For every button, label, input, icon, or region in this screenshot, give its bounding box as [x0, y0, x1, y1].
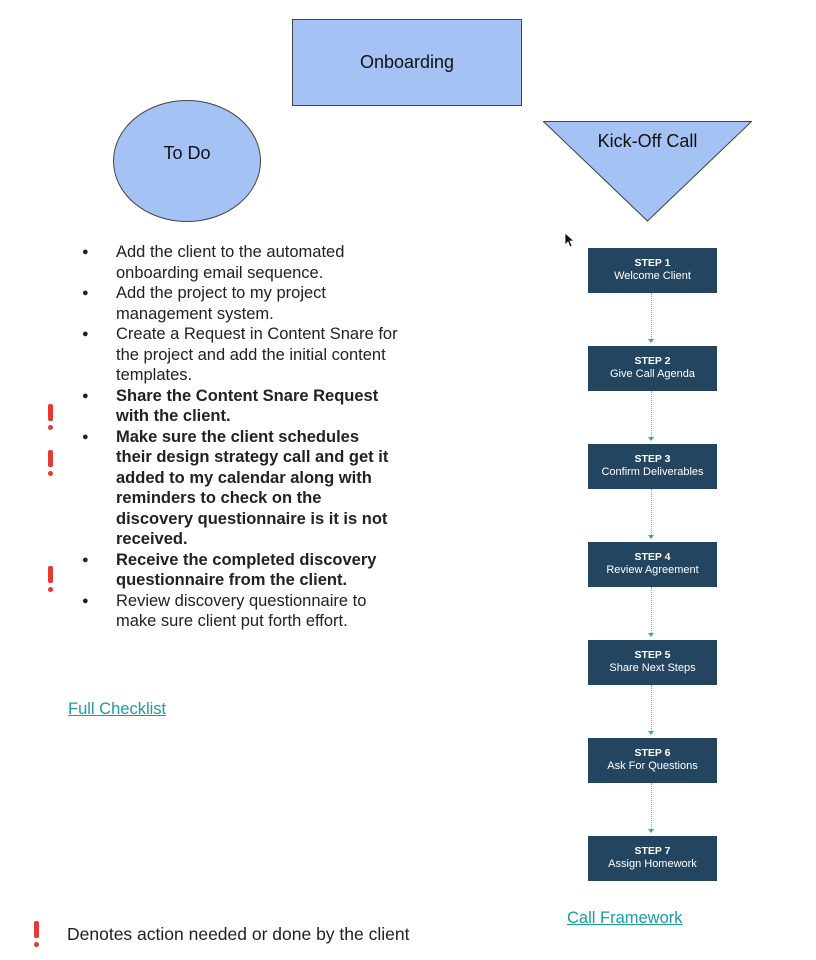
step-box: [588, 738, 717, 783]
todo-circle: [113, 100, 261, 222]
step-number: STEP 1: [634, 257, 671, 269]
legend-text: Denotes action needed or done by the client: [67, 924, 410, 944]
step-number: STEP 5: [634, 649, 671, 661]
full-checklist-link[interactable]: Full Checklist: [68, 700, 167, 718]
step-label: Welcome Client: [614, 270, 691, 282]
step-number: STEP 2: [634, 355, 671, 367]
connector-line: [651, 391, 652, 437]
step-box: [588, 836, 717, 881]
list-item: ● Receive the completed discovery questionnaire from the client.: [78, 550, 398, 591]
step-box: [588, 248, 717, 293]
list-item: ● Review discovery questionnaire to make sure client put forth effort.: [78, 591, 398, 632]
step-label: Share Next Steps: [609, 662, 696, 674]
step-box: [588, 640, 717, 685]
arrow-down-icon: [648, 829, 654, 833]
step-label: Ask For Questions: [607, 760, 698, 772]
step-label: Confirm Deliverables: [601, 466, 704, 478]
arrow-down-icon: [648, 633, 654, 637]
arrow-down-icon: [648, 731, 654, 735]
exclamation-icon: [30, 921, 44, 949]
connector-line: [651, 293, 652, 339]
step-number: STEP 3: [634, 453, 671, 465]
call-framework-link[interactable]: Call Framework: [567, 909, 683, 927]
step-box: [588, 346, 717, 391]
kickoff-label: Kick-Off Call: [597, 131, 698, 151]
step-label: Give Call Agenda: [610, 368, 695, 380]
step-number: STEP 4: [634, 551, 671, 563]
connector-line: [651, 489, 652, 535]
exclamation-icon: [44, 450, 58, 478]
list-item: ● Share the Content Snare Request with the client.: [78, 386, 398, 427]
exclamation-icon: [44, 566, 58, 594]
onboarding-box: [292, 19, 522, 106]
mouse-pointer-icon: [564, 232, 576, 248]
step-box: [588, 542, 717, 587]
step-number: STEP 7: [634, 845, 671, 857]
todo-list: [78, 242, 398, 632]
step-box: [588, 444, 717, 489]
connector-line: [651, 783, 652, 829]
list-item: ● Create a Request in Content Snare for the project and add the initial content templates.: [78, 324, 398, 386]
connector-line: [651, 587, 652, 633]
step-label: Assign Homework: [608, 858, 697, 870]
onboarding-title: Onboarding: [359, 52, 455, 72]
step-label: Review Agreement: [606, 564, 699, 576]
arrow-down-icon: [648, 339, 654, 343]
todo-label: To Do: [163, 142, 211, 163]
list-item: ● Make sure the client schedules their design strategy call and get it added to my calendar along with reminders to check on the discovery questionnaire is it is not received.: [78, 427, 398, 550]
arrow-down-icon: [648, 437, 654, 441]
list-item: ● Add the client to the automated onboarding email sequence.: [78, 242, 398, 283]
step-number: STEP 6: [634, 747, 671, 759]
list-item: ● Add the project to my project management system.: [78, 283, 398, 324]
exclamation-icon: [44, 404, 58, 432]
arrow-down-icon: [648, 535, 654, 539]
connector-line: [651, 685, 652, 731]
